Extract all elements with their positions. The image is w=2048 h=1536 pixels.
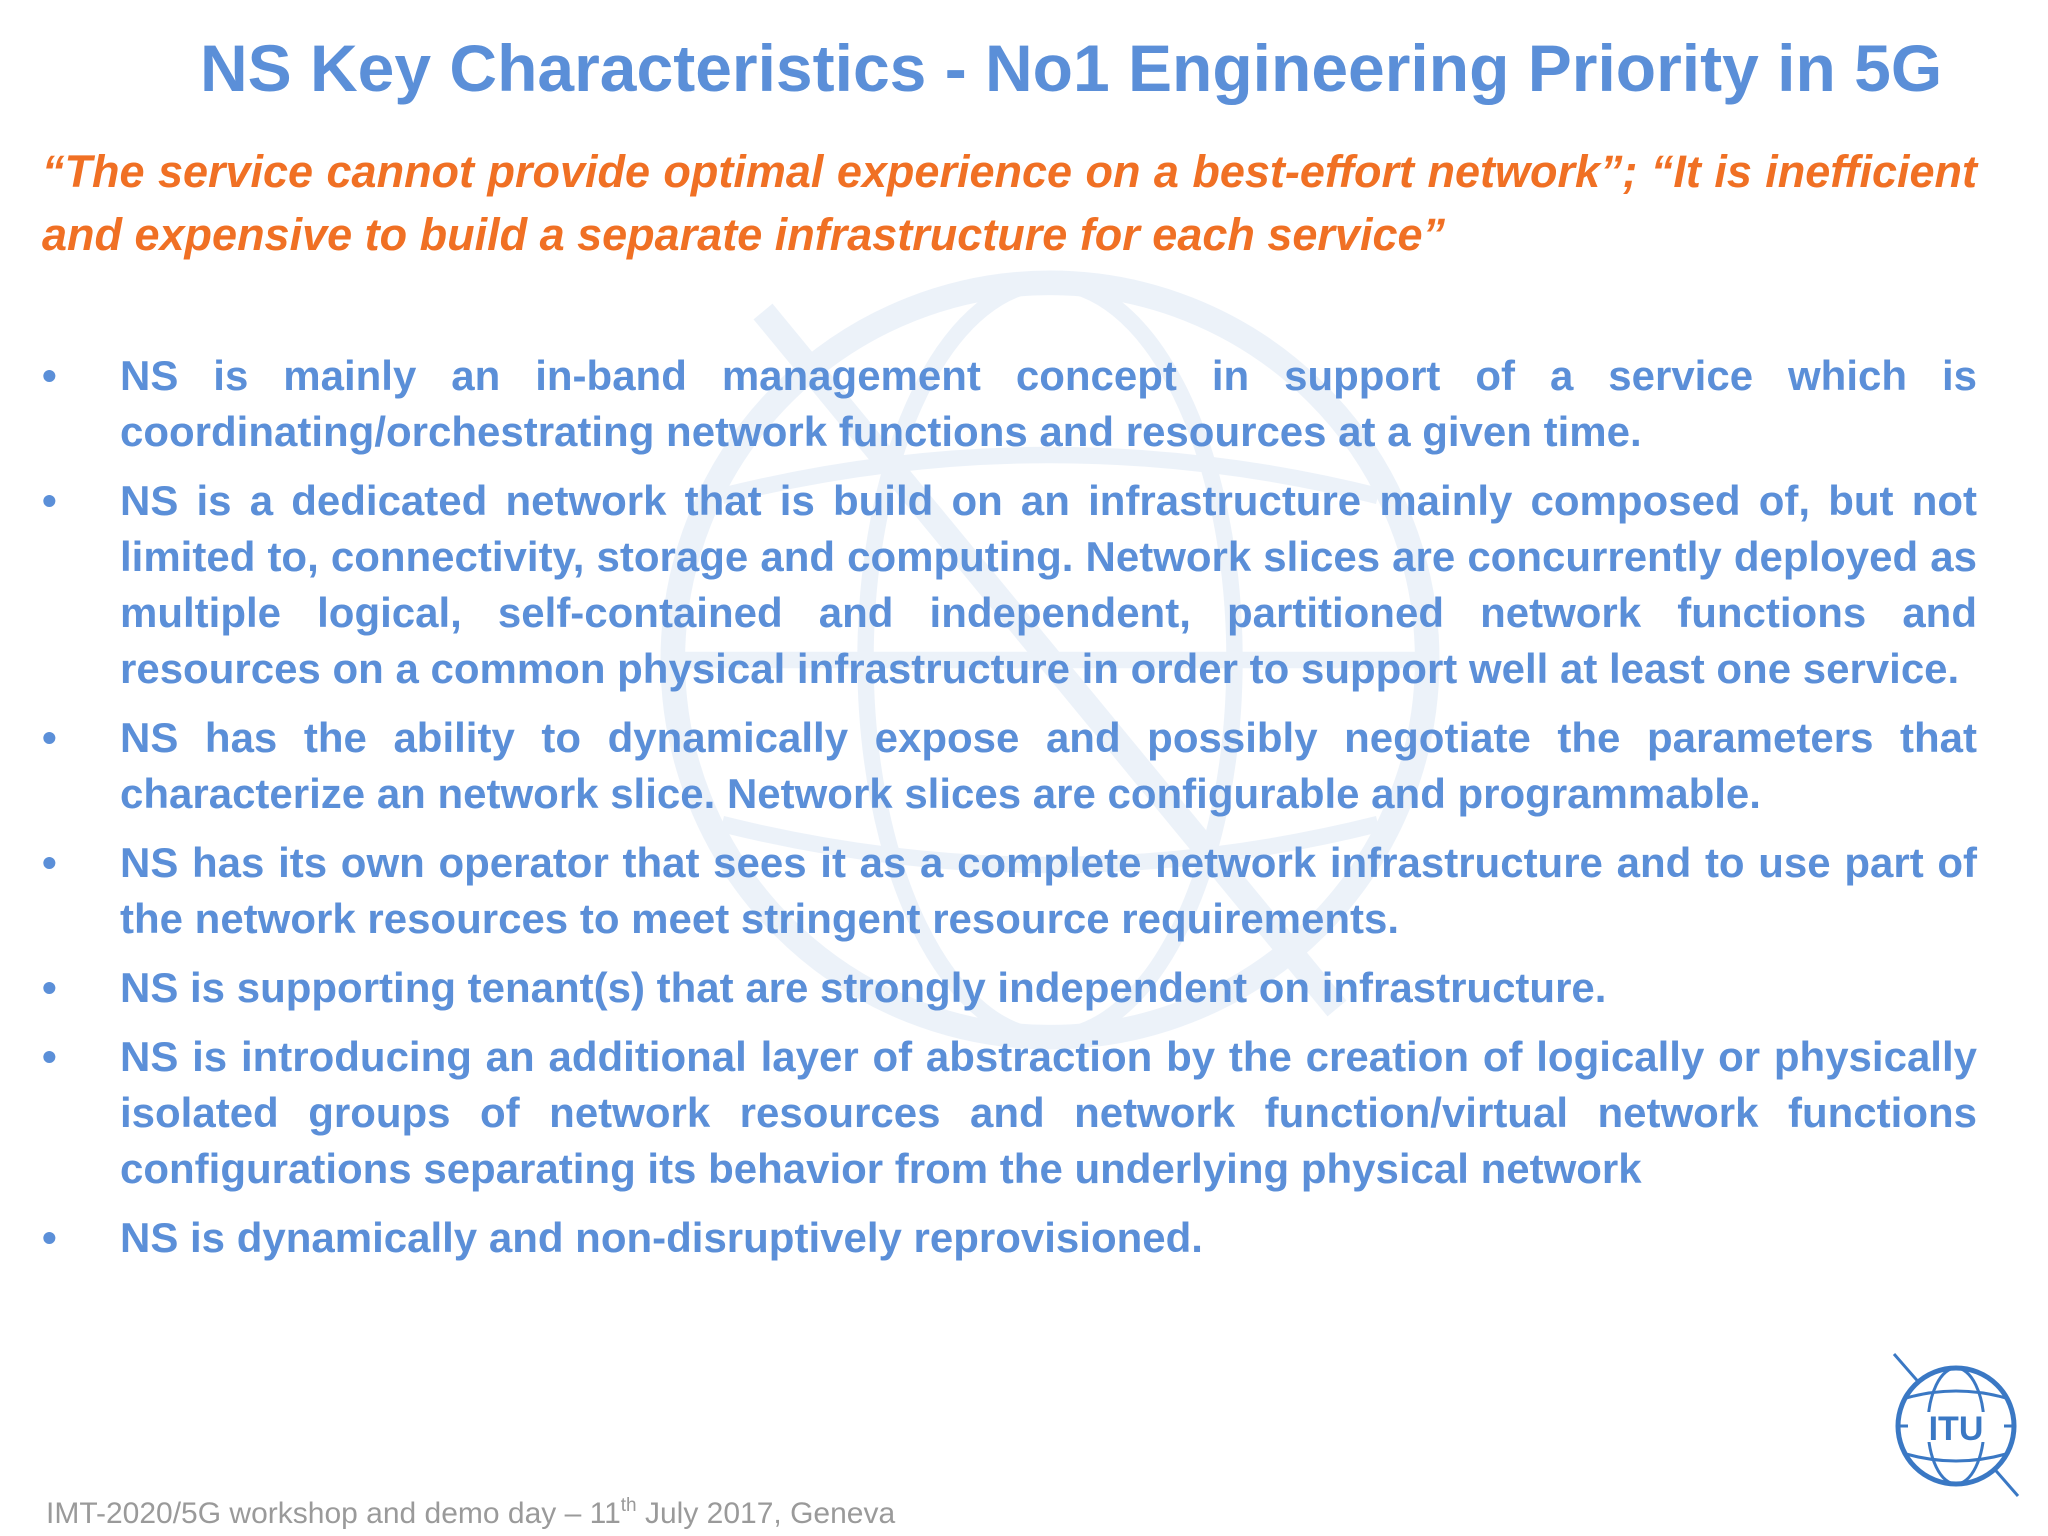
footer-text <box>46 1496 895 1532</box>
bullet-text: NS is mainly an in-band management concept in support of a service which is coordinating/orchestrating network functions and resources at a given time. <box>120 352 1977 455</box>
itu-logo-icon <box>1880 1350 2030 1500</box>
bullet-item <box>42 1029 1977 1197</box>
bullet-item <box>42 348 1977 460</box>
logo-text: ITU <box>1928 1410 1984 1448</box>
bullet-marker: • <box>42 714 57 761</box>
bullet-text: NS has the ability to dynamically expose and possibly negotiate the parameters that characterize an network slice. Network slices are configurable and programmable. <box>120 714 1977 817</box>
bullet-item <box>42 835 1977 947</box>
bullet-marker: • <box>42 477 57 524</box>
bullet-marker: • <box>42 1033 57 1080</box>
bullet-list <box>42 348 1977 1279</box>
bullet-item <box>42 710 1977 822</box>
bullet-text: NS is dynamically and non-disruptively reprovisioned. <box>120 1214 1203 1261</box>
footer-superscript: th <box>620 1495 637 1516</box>
bullet-text: NS is supporting tenant(s) that are strongly independent on infrastructure. <box>120 964 1607 1011</box>
footer-prefix: IMT-2020/5G workshop and demo day – 11 <box>46 1497 621 1530</box>
bullet-marker: • <box>42 1214 57 1261</box>
bullet-item <box>42 473 1977 697</box>
bullet-item <box>42 960 1977 1016</box>
slide-title: NS Key Characteristics - No1 Engineering Priority in 5G <box>200 31 1943 105</box>
quote-text: “The service cannot provide optimal experience on a best-effort network”; “It is inefficient and expensive to build a separate infrastructure for each service” <box>42 146 1977 260</box>
bullet-text: NS has its own operator that sees it as a complete network infrastructure and to use part of the network resources to meet stringent resource requirements. <box>120 839 1977 942</box>
footer-suffix: July 2017, Geneva <box>636 1497 896 1530</box>
bullet-text: NS is a dedicated network that is build on an infrastructure mainly composed of, but not limited to, connectivity, storage and computing. Network slices are concurrently deployed as multiple logical, self-contained and independent, partitioned network functions and resources on a common physical infrastructure in order to support well at least one service. <box>120 477 1977 692</box>
bullet-marker: • <box>42 839 57 886</box>
bullet-item <box>42 1210 1977 1266</box>
bullet-text: NS is introducing an additional layer of abstraction by the creation of logically or physically isolated groups of network resources and network function/virtual network functions configurations separating its behavior from the underlying physical network <box>120 1033 1977 1192</box>
bullet-marker: • <box>42 352 57 399</box>
bullet-marker: • <box>42 964 57 1011</box>
